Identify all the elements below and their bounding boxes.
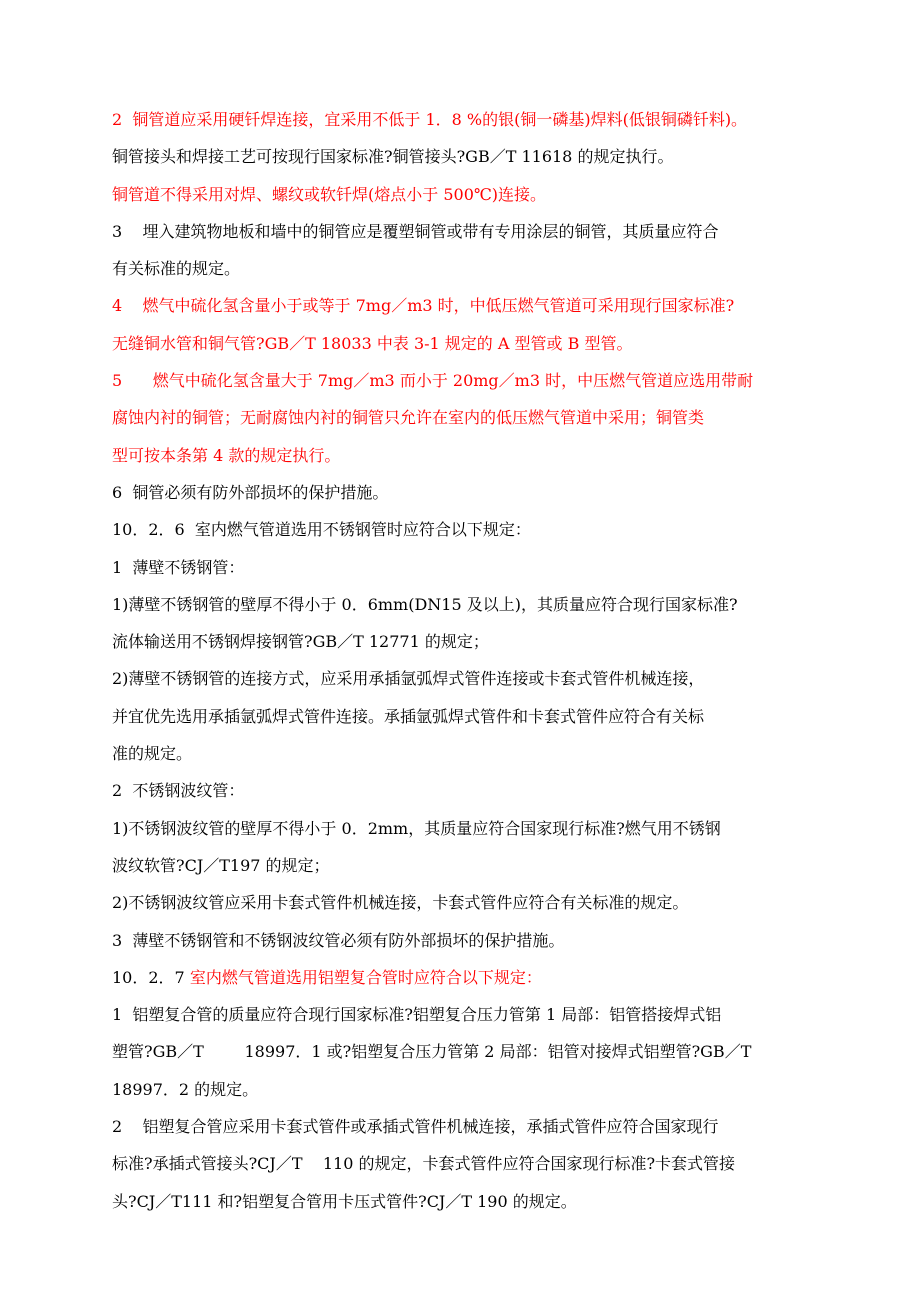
text-line: [112, 362, 818, 399]
text-line: [112, 287, 818, 324]
text-line: [112, 996, 818, 1033]
text-segment: 有关标准的规定。: [112, 259, 241, 279]
text-line: [112, 549, 818, 586]
text-line: [112, 884, 818, 921]
text-segment: 6 铜管必须有防外部损坏的保护措施。: [112, 482, 389, 502]
text-line: [112, 810, 818, 847]
text-line: [112, 1183, 818, 1220]
text-line: [112, 101, 818, 138]
text-segment: 4 燃气中硫化氢含量小于或等于 7mg／m3 时，中低压燃气管道可采用现行国家标准?: [112, 296, 735, 316]
text-line: [112, 138, 818, 175]
text-line: [112, 176, 818, 213]
text-line: [112, 437, 818, 474]
text-segment: 铜管接头和焊接工艺可按现行国家标准?铜管接头?GB／T 11618 的规定执行。: [112, 147, 674, 167]
text-segment: 铜管道不得采用对焊、螺纹或软钎焊(熔点小于 500℃)连接。: [112, 184, 547, 204]
text-line: [112, 325, 818, 362]
text-line: [112, 623, 818, 660]
text-line: [112, 1108, 818, 1145]
text-segment: 流体输送用不锈钢焊接钢管?GB／T 12771 的规定；: [112, 632, 489, 652]
text-line: [112, 511, 818, 548]
text-segment: 2 不锈钢波纹管：: [112, 781, 245, 801]
text-segment: 室内燃气管道选用铝塑复合管时应符合以下规定：: [189, 967, 542, 987]
text-segment: 2 铝塑复合管应采用卡套式管件或承插式管件机械连接，承插式管件应符合国家现行: [112, 1117, 719, 1137]
text-segment: 1 薄壁不锈钢管：: [112, 557, 245, 577]
text-line: [112, 922, 818, 959]
text-line: [112, 1033, 818, 1070]
text-segment: 标准?承插式管接头?CJ／T 110 的规定，卡套式管件应符合国家现行标准?卡套式管接: [112, 1154, 736, 1174]
text-segment: 并宜优先选用承插氩弧焊式管件连接。承插氩弧焊式管件和卡套式管件应符合有关标: [112, 706, 705, 726]
text-line: [112, 772, 818, 809]
text-line: [112, 1071, 818, 1108]
text-segment: 3 埋入建筑物地板和墙中的铜管应是覆塑铜管或带有专用涂层的铜管，其质量应符合: [112, 221, 719, 241]
text-segment: 无缝铜水管和铜气管?GB／T 18033 中表 3-1 规定的 A 型管或 B 型管。: [112, 333, 633, 353]
text-segment: 塑管?GB／T 18997．1 或?铝塑复合压力管第 2 局部：铝管对接焊式铝塑管?GB／T: [112, 1042, 752, 1062]
text-segment: 型可按本条第 4 款的规定执行。: [112, 445, 341, 465]
text-segment: 头?CJ／T111 和?铝塑复合管用卡压式管件?CJ／T 190 的规定。: [112, 1191, 577, 1211]
text-segment: 2)薄壁不锈钢管的连接方式，应采用承插氩弧焊式管件连接或卡套式管件机械连接，: [112, 669, 705, 689]
text-segment: 腐蚀内衬的铜管；无耐腐蚀内衬的铜管只允许在室内的低压燃气管道中采用；铜管类: [112, 408, 705, 428]
text-segment: 18997．2 的规定。: [112, 1079, 259, 1099]
text-line: [112, 474, 818, 511]
text-segment: 1)不锈钢波纹管的壁厚不得小于 0．2mm，其质量应符合国家现行标准?燃气用不锈钢: [112, 818, 721, 838]
text-line: [112, 250, 818, 287]
text-line: [112, 1145, 818, 1182]
text-line: [112, 959, 818, 996]
text-segment: 3 薄壁不锈钢管和不锈钢波纹管必须有防外部损坏的保护措施。: [112, 930, 565, 950]
text-line: [112, 586, 818, 623]
text-segment: 5 燃气中硫化氢含量大于 7mg／m3 而小于 20mg／m3 时，中压燃气管道应选用带耐: [112, 371, 754, 391]
text-segment: 波纹软管?CJ／T197 的规定；: [112, 855, 330, 875]
text-segment: 2 铜管道应采用硬钎焊连接，宜采用不低于 1．8 %的银(铜一磷基)焊料(低银铜磷钎料)。: [112, 110, 748, 129]
text-segment: 1)薄壁不锈钢管的壁厚不得小于 0．6mm(DN15 及以上)，其质量应符合现行国家标准?: [112, 594, 738, 614]
text-line: [112, 698, 818, 735]
text-line: [112, 847, 818, 884]
text-line: [112, 399, 818, 436]
text-line: [112, 735, 818, 772]
text-segment: 10．2．6 室内燃气管道选用不锈钢管时应符合以下规定：: [112, 520, 531, 540]
text-segment: 10．2．7: [112, 967, 190, 987]
text-line: [112, 213, 818, 250]
text-segment: 准的规定。: [112, 744, 193, 764]
text-line: [112, 660, 818, 697]
text-segment: 1 铝塑复合管的质量应符合现行国家标准?铝塑复合压力管第 1 局部：铝管搭接焊式铝: [112, 1005, 722, 1025]
text-segment: 2)不锈钢波纹管应采用卡套式管件机械连接，卡套式管件应符合有关标准的规定。: [112, 893, 689, 913]
document-body: [112, 101, 818, 1220]
